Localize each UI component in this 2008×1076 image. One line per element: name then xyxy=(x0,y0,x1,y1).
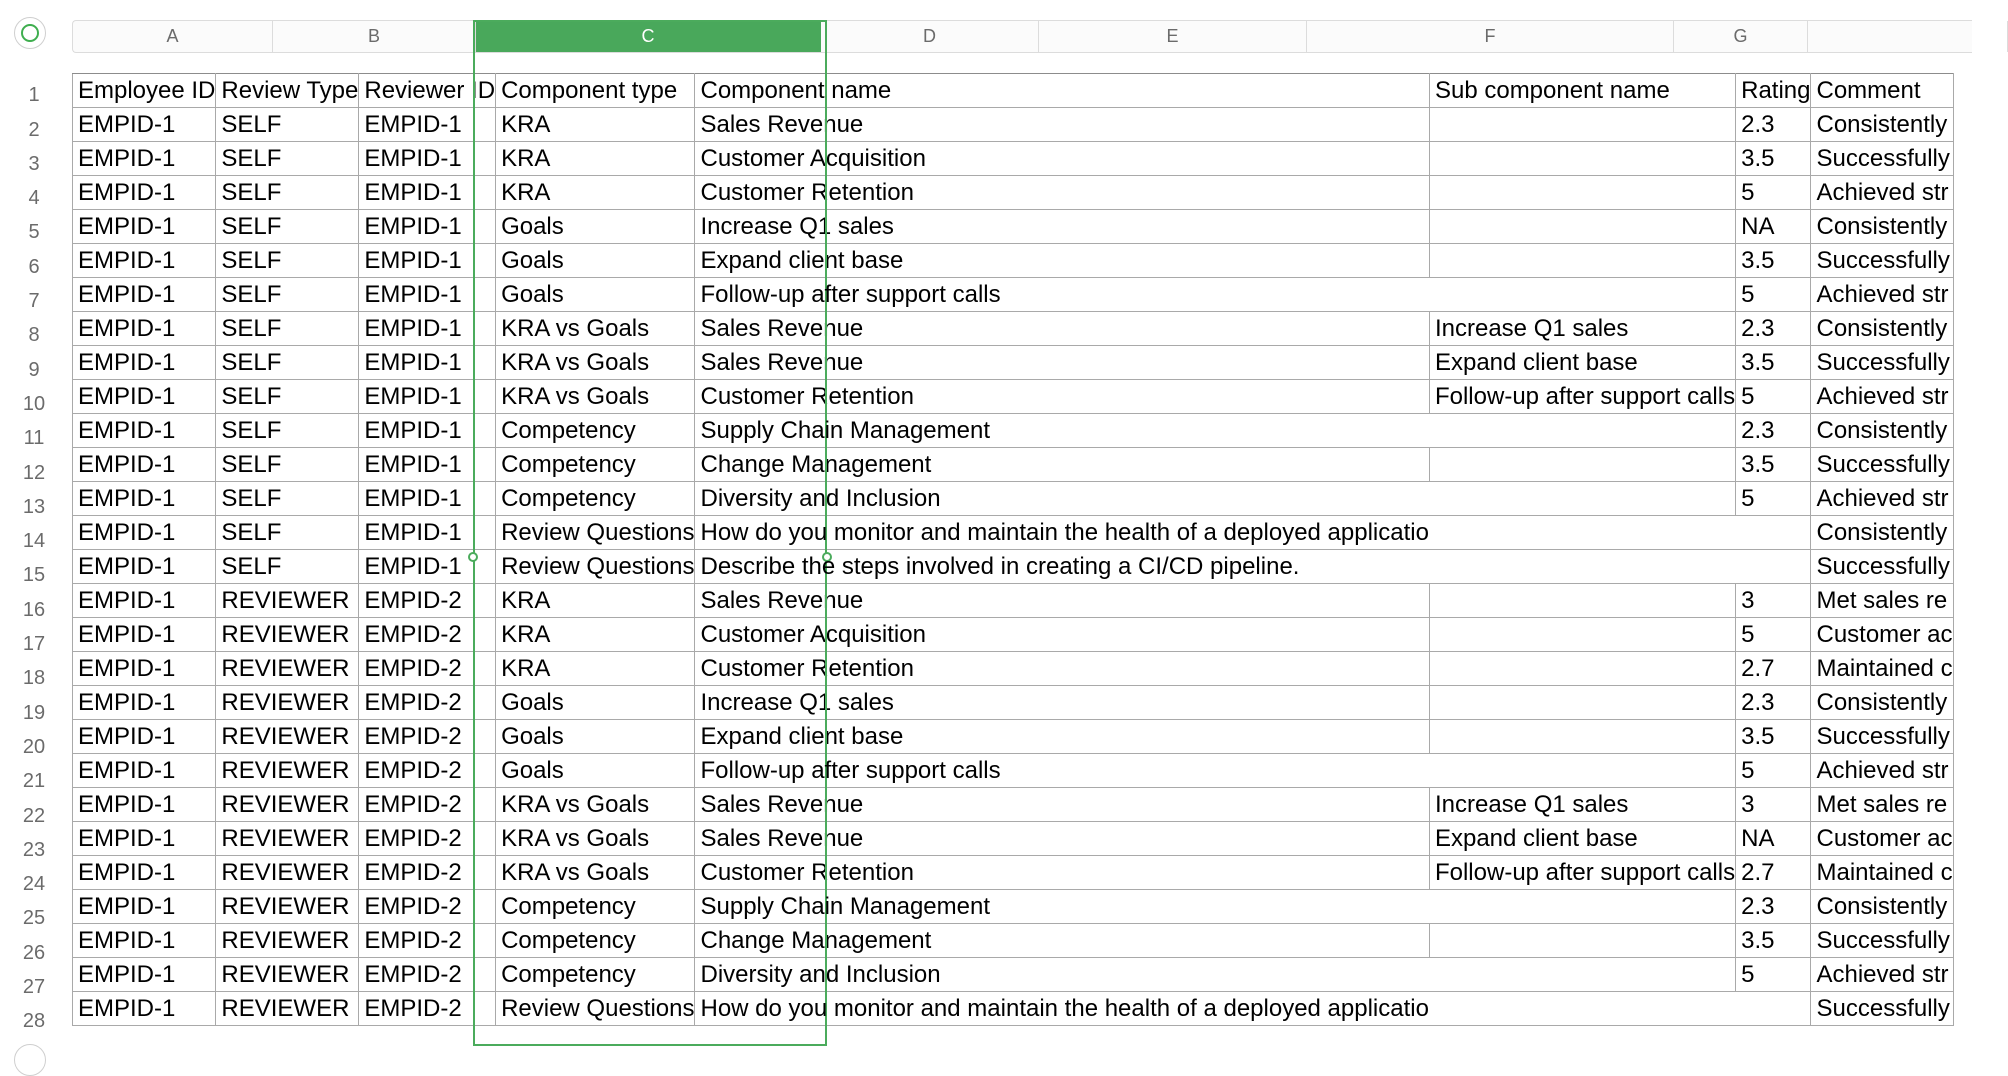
cell-d27[interactable]: Competency xyxy=(496,958,695,992)
cell-g18[interactable]: 2.7 xyxy=(1736,652,1811,686)
row-number[interactable]: 17 xyxy=(22,633,46,656)
cell-b28[interactable]: REVIEWER xyxy=(216,992,359,1026)
cell-e11[interactable]: Supply Chain Management xyxy=(695,414,1429,448)
cell-e15[interactable]: Describe the steps involved in creating a CI/CD pipeline. xyxy=(695,550,1429,584)
cell-f25[interactable] xyxy=(1429,890,1735,924)
table-row xyxy=(73,176,1954,210)
cell-c6[interactable]: EMPID-1 xyxy=(359,244,496,278)
cell-h8[interactable]: Consistently xyxy=(1811,312,1953,346)
cell-g4[interactable]: 5 xyxy=(1736,176,1811,210)
cell-d5[interactable]: Goals xyxy=(496,210,695,244)
table-row xyxy=(73,108,1954,142)
cell-h10[interactable]: Achieved str xyxy=(1811,380,1953,414)
cell-b8[interactable]: SELF xyxy=(216,312,359,346)
table-row xyxy=(73,992,1954,1026)
cell-b24[interactable]: REVIEWER xyxy=(216,856,359,890)
cell-e21[interactable]: Follow-up after support calls xyxy=(695,754,1429,788)
row-number[interactable]: 25 xyxy=(22,907,46,930)
table-row xyxy=(73,346,1954,380)
cell-e10[interactable]: Customer Retention xyxy=(695,380,1429,414)
cell-b9[interactable]: SELF xyxy=(216,346,359,380)
cell-d17[interactable]: KRA xyxy=(496,618,695,652)
cell-g26[interactable]: 3.5 xyxy=(1736,924,1811,958)
cell-a1[interactable]: Employee ID xyxy=(73,74,216,108)
cell-a19[interactable]: EMPID-1 xyxy=(73,686,216,720)
cell-e12[interactable]: Change Management xyxy=(695,448,1429,482)
cell-c7[interactable]: EMPID-1 xyxy=(359,278,496,312)
cell-a20[interactable]: EMPID-1 xyxy=(73,720,216,754)
cell-d10[interactable]: KRA vs Goals xyxy=(496,380,695,414)
cell-b2[interactable]: SELF xyxy=(216,108,359,142)
column-header-c[interactable]: C xyxy=(476,21,821,52)
cell-g1[interactable]: Rating xyxy=(1736,74,1811,108)
cell-b26[interactable]: REVIEWER xyxy=(216,924,359,958)
table-row xyxy=(73,312,1954,346)
cell-h2[interactable]: Consistently xyxy=(1811,108,1953,142)
cell-b16[interactable]: REVIEWER xyxy=(216,584,359,618)
cell-e14[interactable]: How do you monitor and maintain the health of a deployed applicatio xyxy=(695,516,1429,550)
row-number[interactable]: 19 xyxy=(22,701,46,724)
cell-g21[interactable]: 5 xyxy=(1736,754,1811,788)
cell-f4[interactable] xyxy=(1429,176,1735,210)
cell-d7[interactable]: Goals xyxy=(496,278,695,312)
circle-icon xyxy=(21,24,39,42)
cell-g2[interactable]: 2.3 xyxy=(1736,108,1811,142)
cell-e5[interactable]: Increase Q1 sales xyxy=(695,210,1429,244)
cell-a18[interactable]: EMPID-1 xyxy=(73,652,216,686)
column-header-b[interactable]: B xyxy=(273,21,476,52)
cell-a8[interactable]: EMPID-1 xyxy=(73,312,216,346)
cell-a16[interactable]: EMPID-1 xyxy=(73,584,216,618)
cell-f16[interactable] xyxy=(1429,584,1735,618)
cell-f1[interactable]: Sub component name xyxy=(1429,74,1735,108)
row-number-bar xyxy=(14,74,54,1034)
cell-a28[interactable]: EMPID-1 xyxy=(73,992,216,1026)
cell-f22[interactable]: Increase Q1 sales xyxy=(1429,788,1735,822)
cell-d18[interactable]: KRA xyxy=(496,652,695,686)
cell-b3[interactable]: SELF xyxy=(216,142,359,176)
cell-d19[interactable]: Goals xyxy=(496,686,695,720)
cell-c16[interactable]: EMPID-2 xyxy=(359,584,496,618)
cell-c27[interactable]: EMPID-2 xyxy=(359,958,496,992)
cell-c5[interactable]: EMPID-1 xyxy=(359,210,496,244)
table-row xyxy=(73,754,1954,788)
cell-c23[interactable]: EMPID-2 xyxy=(359,822,496,856)
cell-c26[interactable]: EMPID-2 xyxy=(359,924,496,958)
column-header-next[interactable] xyxy=(1808,21,2008,52)
cell-f6[interactable] xyxy=(1429,244,1735,278)
row-number[interactable]: 20 xyxy=(22,735,46,758)
column-header-g[interactable]: G xyxy=(1674,21,1808,52)
cell-e16[interactable]: Sales Revenue xyxy=(695,584,1429,618)
cell-c20[interactable]: EMPID-2 xyxy=(359,720,496,754)
row-number[interactable]: 13 xyxy=(22,495,46,518)
cell-e20[interactable]: Expand client base xyxy=(695,720,1429,754)
cell-a23[interactable]: EMPID-1 xyxy=(73,822,216,856)
cell-c17[interactable]: EMPID-2 xyxy=(359,618,496,652)
cell-c28[interactable]: EMPID-2 xyxy=(359,992,496,1026)
cell-d21[interactable]: Goals xyxy=(496,754,695,788)
cell-c1[interactable]: Reviewer ID xyxy=(359,74,496,108)
row-number[interactable]: 26 xyxy=(22,941,46,964)
cell-h18[interactable]: Maintained c xyxy=(1811,652,1953,686)
cell-f15[interactable] xyxy=(1429,550,1735,584)
cell-a3[interactable]: EMPID-1 xyxy=(73,142,216,176)
row-number[interactable]: 14 xyxy=(22,530,46,553)
cell-f27[interactable] xyxy=(1429,958,1735,992)
row-number[interactable]: 2 xyxy=(28,118,40,141)
cell-f11[interactable] xyxy=(1429,414,1735,448)
table-row xyxy=(73,414,1954,448)
row-number[interactable]: 10 xyxy=(22,392,46,415)
table-row xyxy=(73,380,1954,414)
cell-f23[interactable]: Expand client base xyxy=(1429,822,1735,856)
cell-c4[interactable]: EMPID-1 xyxy=(359,176,496,210)
cell-g28[interactable] xyxy=(1736,992,1811,1026)
cell-h9[interactable]: Successfully xyxy=(1811,346,1953,380)
cell-c18[interactable]: EMPID-2 xyxy=(359,652,496,686)
cell-h21[interactable]: Achieved str xyxy=(1811,754,1953,788)
header-row xyxy=(73,74,1954,108)
row-number[interactable]: 6 xyxy=(28,255,40,278)
cell-d3[interactable]: KRA xyxy=(496,142,695,176)
column-header-a[interactable]: A xyxy=(73,21,273,52)
cell-b23[interactable]: REVIEWER xyxy=(216,822,359,856)
cell-c25[interactable]: EMPID-2 xyxy=(359,890,496,924)
cell-f9[interactable]: Expand client base xyxy=(1429,346,1735,380)
table-row xyxy=(73,550,1954,584)
cell-g9[interactable]: 3.5 xyxy=(1736,346,1811,380)
cell-e6[interactable]: Expand client base xyxy=(695,244,1429,278)
table-row xyxy=(73,822,1954,856)
cell-g27[interactable]: 5 xyxy=(1736,958,1811,992)
cell-g6[interactable]: 3.5 xyxy=(1736,244,1811,278)
cell-d4[interactable]: KRA xyxy=(496,176,695,210)
selection-handle-left[interactable] xyxy=(468,552,478,562)
cell-e25[interactable]: Supply Chain Management xyxy=(695,890,1429,924)
cell-a10[interactable]: EMPID-1 xyxy=(73,380,216,414)
cell-f18[interactable] xyxy=(1429,652,1735,686)
row-number[interactable]: 24 xyxy=(22,873,46,896)
cell-d2[interactable]: KRA xyxy=(496,108,695,142)
cell-d1[interactable]: Component type xyxy=(496,74,695,108)
cell-f19[interactable] xyxy=(1429,686,1735,720)
cell-d22[interactable]: KRA vs Goals xyxy=(496,788,695,822)
cell-a14[interactable]: EMPID-1 xyxy=(73,516,216,550)
cell-c8[interactable]: EMPID-1 xyxy=(359,312,496,346)
cell-a9[interactable]: EMPID-1 xyxy=(73,346,216,380)
cell-d20[interactable]: Goals xyxy=(496,720,695,754)
cell-d9[interactable]: KRA vs Goals xyxy=(496,346,695,380)
cell-e22[interactable]: Sales Revenue xyxy=(695,788,1429,822)
table-row xyxy=(73,720,1954,754)
table-row xyxy=(73,890,1954,924)
cell-g7[interactable]: 5 xyxy=(1736,278,1811,312)
cell-a11[interactable]: EMPID-1 xyxy=(73,414,216,448)
cell-c24[interactable]: EMPID-2 xyxy=(359,856,496,890)
cell-d24[interactable]: KRA vs Goals xyxy=(496,856,695,890)
cell-h26[interactable]: Successfully xyxy=(1811,924,1953,958)
cell-h28[interactable]: Successfully xyxy=(1811,992,1953,1026)
cell-b4[interactable]: SELF xyxy=(216,176,359,210)
cell-e9[interactable]: Sales Revenue xyxy=(695,346,1429,380)
cell-b21[interactable]: REVIEWER xyxy=(216,754,359,788)
cell-c14[interactable]: EMPID-1 xyxy=(359,516,496,550)
row-number[interactable]: 28 xyxy=(22,1010,46,1033)
cell-b1[interactable]: Review Type xyxy=(216,74,359,108)
cell-a21[interactable]: EMPID-1 xyxy=(73,754,216,788)
cell-e24[interactable]: Customer Retention xyxy=(695,856,1429,890)
cell-b22[interactable]: REVIEWER xyxy=(216,788,359,822)
cell-f7[interactable] xyxy=(1429,278,1735,312)
cell-g14[interactable] xyxy=(1736,516,1811,550)
cell-e19[interactable]: Increase Q1 sales xyxy=(695,686,1429,720)
cell-h14[interactable]: Consistently xyxy=(1811,516,1953,550)
cell-g23[interactable]: NA xyxy=(1736,822,1811,856)
cell-g24[interactable]: 2.7 xyxy=(1736,856,1811,890)
cell-h19[interactable]: Consistently xyxy=(1811,686,1953,720)
cell-h6[interactable]: Successfully xyxy=(1811,244,1953,278)
cell-g15[interactable] xyxy=(1736,550,1811,584)
row-number[interactable]: 22 xyxy=(22,804,46,827)
row-number[interactable]: 27 xyxy=(22,976,46,999)
cell-e1[interactable]: Component name xyxy=(695,74,1429,108)
column-header-e[interactable]: E xyxy=(1039,21,1307,52)
cell-a25[interactable]: EMPID-1 xyxy=(73,890,216,924)
cell-h15[interactable]: Successfully xyxy=(1811,550,1953,584)
cell-h5[interactable]: Consistently xyxy=(1811,210,1953,244)
cell-f13[interactable] xyxy=(1429,482,1735,516)
cell-b17[interactable]: REVIEWER xyxy=(216,618,359,652)
cell-f28[interactable] xyxy=(1429,992,1735,1026)
spreadsheet-grid xyxy=(72,73,1954,1026)
cell-c3[interactable]: EMPID-1 xyxy=(359,142,496,176)
cell-e28[interactable]: How do you monitor and maintain the health of a deployed applicatio xyxy=(695,992,1429,1026)
cell-a27[interactable]: EMPID-1 xyxy=(73,958,216,992)
add-row-button[interactable] xyxy=(14,1044,46,1076)
row-number[interactable]: 11 xyxy=(23,427,45,450)
cell-a4[interactable]: EMPID-1 xyxy=(73,176,216,210)
row-number[interactable]: 12 xyxy=(22,461,46,484)
cell-d15[interactable]: Review Questions xyxy=(496,550,695,584)
cell-e13[interactable]: Diversity and Inclusion xyxy=(695,482,1429,516)
cell-a7[interactable]: EMPID-1 xyxy=(73,278,216,312)
table-row xyxy=(73,210,1954,244)
table-row xyxy=(73,686,1954,720)
cell-c9[interactable]: EMPID-1 xyxy=(359,346,496,380)
cell-e17[interactable]: Customer Acquisition xyxy=(695,618,1429,652)
cell-a13[interactable]: EMPID-1 xyxy=(73,482,216,516)
cell-f10[interactable]: Follow-up after support calls xyxy=(1429,380,1735,414)
cell-h24[interactable]: Maintained c xyxy=(1811,856,1953,890)
cell-d11[interactable]: Competency xyxy=(496,414,695,448)
table-row xyxy=(73,652,1954,686)
row-number[interactable]: 5 xyxy=(28,221,40,244)
cell-h1[interactable]: Comment xyxy=(1811,74,1953,108)
cell-e8[interactable]: Sales Revenue xyxy=(695,312,1429,346)
cell-d14[interactable]: Review Questions xyxy=(496,516,695,550)
cell-f26[interactable] xyxy=(1429,924,1735,958)
table-row xyxy=(73,788,1954,822)
cell-f21[interactable] xyxy=(1429,754,1735,788)
cell-h11[interactable]: Consistently xyxy=(1811,414,1953,448)
cell-g8[interactable]: 2.3 xyxy=(1736,312,1811,346)
cell-d23[interactable]: KRA vs Goals xyxy=(496,822,695,856)
cell-h25[interactable]: Consistently xyxy=(1811,890,1953,924)
cell-e4[interactable]: Customer Retention xyxy=(695,176,1429,210)
cell-h4[interactable]: Achieved str xyxy=(1811,176,1953,210)
cell-b11[interactable]: SELF xyxy=(216,414,359,448)
cell-b5[interactable]: SELF xyxy=(216,210,359,244)
cell-e7[interactable]: Follow-up after support calls xyxy=(695,278,1429,312)
cell-e18[interactable]: Customer Retention xyxy=(695,652,1429,686)
table-row xyxy=(73,924,1954,958)
cell-f14[interactable] xyxy=(1429,516,1735,550)
cell-d26[interactable]: Competency xyxy=(496,924,695,958)
cell-h7[interactable]: Achieved str xyxy=(1811,278,1953,312)
table-row xyxy=(73,448,1954,482)
cell-g5[interactable]: NA xyxy=(1736,210,1811,244)
cell-d6[interactable]: Goals xyxy=(496,244,695,278)
cell-c22[interactable]: EMPID-2 xyxy=(359,788,496,822)
cell-a17[interactable]: EMPID-1 xyxy=(73,618,216,652)
cell-g20[interactable]: 3.5 xyxy=(1736,720,1811,754)
cell-a15[interactable]: EMPID-1 xyxy=(73,550,216,584)
cell-e2[interactable]: Sales Revenue xyxy=(695,108,1429,142)
row-number[interactable]: 18 xyxy=(22,667,46,690)
cell-c2[interactable]: EMPID-1 xyxy=(359,108,496,142)
cell-c19[interactable]: EMPID-2 xyxy=(359,686,496,720)
cell-g22[interactable]: 3 xyxy=(1736,788,1811,822)
cell-b10[interactable]: SELF xyxy=(216,380,359,414)
cell-b15[interactable]: SELF xyxy=(216,550,359,584)
cell-a24[interactable]: EMPID-1 xyxy=(73,856,216,890)
cell-d16[interactable]: KRA xyxy=(496,584,695,618)
cell-d28[interactable]: Review Questions xyxy=(496,992,695,1026)
row-number[interactable]: 7 xyxy=(28,290,40,313)
cell-c12[interactable]: EMPID-1 xyxy=(359,448,496,482)
cell-a22[interactable]: EMPID-1 xyxy=(73,788,216,822)
row-number[interactable]: 16 xyxy=(22,598,46,621)
cell-g3[interactable]: 3.5 xyxy=(1736,142,1811,176)
cell-c21[interactable]: EMPID-2 xyxy=(359,754,496,788)
table-row xyxy=(73,856,1954,890)
cell-h17[interactable]: Customer ac xyxy=(1811,618,1953,652)
cell-f20[interactable] xyxy=(1429,720,1735,754)
row-number[interactable]: 1 xyxy=(28,84,40,107)
cell-f17[interactable] xyxy=(1429,618,1735,652)
cell-b12[interactable]: SELF xyxy=(216,448,359,482)
cell-c11[interactable]: EMPID-1 xyxy=(359,414,496,448)
cell-h3[interactable]: Successfully xyxy=(1811,142,1953,176)
column-header-bar xyxy=(72,20,1972,53)
cell-b19[interactable]: REVIEWER xyxy=(216,686,359,720)
cell-d13[interactable]: Competency xyxy=(496,482,695,516)
cell-h22[interactable]: Met sales re xyxy=(1811,788,1953,822)
row-number[interactable]: 23 xyxy=(22,838,46,861)
cell-g10[interactable]: 5 xyxy=(1736,380,1811,414)
cell-e23[interactable]: Sales Revenue xyxy=(695,822,1429,856)
cell-g12[interactable]: 3.5 xyxy=(1736,448,1811,482)
cell-c13[interactable]: EMPID-1 xyxy=(359,482,496,516)
cell-g11[interactable]: 2.3 xyxy=(1736,414,1811,448)
cell-g16[interactable]: 3 xyxy=(1736,584,1811,618)
cell-b20[interactable]: REVIEWER xyxy=(216,720,359,754)
cell-a2[interactable]: EMPID-1 xyxy=(73,108,216,142)
column-header-f[interactable]: F xyxy=(1307,21,1674,52)
cell-d12[interactable]: Competency xyxy=(496,448,695,482)
cell-b25[interactable]: REVIEWER xyxy=(216,890,359,924)
cell-a5[interactable]: EMPID-1 xyxy=(73,210,216,244)
cell-f3[interactable] xyxy=(1429,142,1735,176)
cell-e27[interactable]: Diversity and Inclusion xyxy=(695,958,1429,992)
cell-h13[interactable]: Achieved str xyxy=(1811,482,1953,516)
cell-b27[interactable]: REVIEWER xyxy=(216,958,359,992)
cell-f12[interactable] xyxy=(1429,448,1735,482)
table-row xyxy=(73,482,1954,516)
row-number[interactable]: 4 xyxy=(28,187,40,210)
cell-a26[interactable]: EMPID-1 xyxy=(73,924,216,958)
cell-e26[interactable]: Change Management xyxy=(695,924,1429,958)
cell-g19[interactable]: 2.3 xyxy=(1736,686,1811,720)
row-number[interactable]: 9 xyxy=(28,358,40,381)
cell-f24[interactable]: Follow-up after support calls xyxy=(1429,856,1735,890)
table-row xyxy=(73,618,1954,652)
cell-g25[interactable]: 2.3 xyxy=(1736,890,1811,924)
cell-e3[interactable]: Customer Acquisition xyxy=(695,142,1429,176)
cell-c15[interactable]: EMPID-1 xyxy=(359,550,496,584)
table-row xyxy=(73,958,1954,992)
cell-d25[interactable]: Competency xyxy=(496,890,695,924)
cell-b14[interactable]: SELF xyxy=(216,516,359,550)
table-row xyxy=(73,278,1954,312)
cell-b13[interactable]: SELF xyxy=(216,482,359,516)
table-row xyxy=(73,142,1954,176)
cell-a6[interactable]: EMPID-1 xyxy=(73,244,216,278)
cell-a12[interactable]: EMPID-1 xyxy=(73,448,216,482)
select-all-button[interactable] xyxy=(14,17,46,49)
row-number[interactable]: 8 xyxy=(28,324,40,347)
cell-h27[interactable]: Achieved str xyxy=(1811,958,1953,992)
cell-g17[interactable]: 5 xyxy=(1736,618,1811,652)
row-number[interactable]: 15 xyxy=(22,564,46,587)
column-header-d[interactable]: D xyxy=(821,21,1039,52)
cell-b7[interactable]: SELF xyxy=(216,278,359,312)
cell-f8[interactable]: Increase Q1 sales xyxy=(1429,312,1735,346)
cell-h20[interactable]: Successfully xyxy=(1811,720,1953,754)
table-row xyxy=(73,584,1954,618)
cell-b18[interactable]: REVIEWER xyxy=(216,652,359,686)
cell-f2[interactable] xyxy=(1429,108,1735,142)
cell-d8[interactable]: KRA vs Goals xyxy=(496,312,695,346)
cell-h16[interactable]: Met sales re xyxy=(1811,584,1953,618)
table-row xyxy=(73,244,1954,278)
cell-f5[interactable] xyxy=(1429,210,1735,244)
cell-c10[interactable]: EMPID-1 xyxy=(359,380,496,414)
row-number[interactable]: 3 xyxy=(28,152,40,175)
table-row xyxy=(73,516,1954,550)
cell-h23[interactable]: Customer ac xyxy=(1811,822,1953,856)
cell-b6[interactable]: SELF xyxy=(216,244,359,278)
cell-g13[interactable]: 5 xyxy=(1736,482,1811,516)
cell-h12[interactable]: Successfully xyxy=(1811,448,1953,482)
row-number[interactable]: 21 xyxy=(22,770,46,793)
